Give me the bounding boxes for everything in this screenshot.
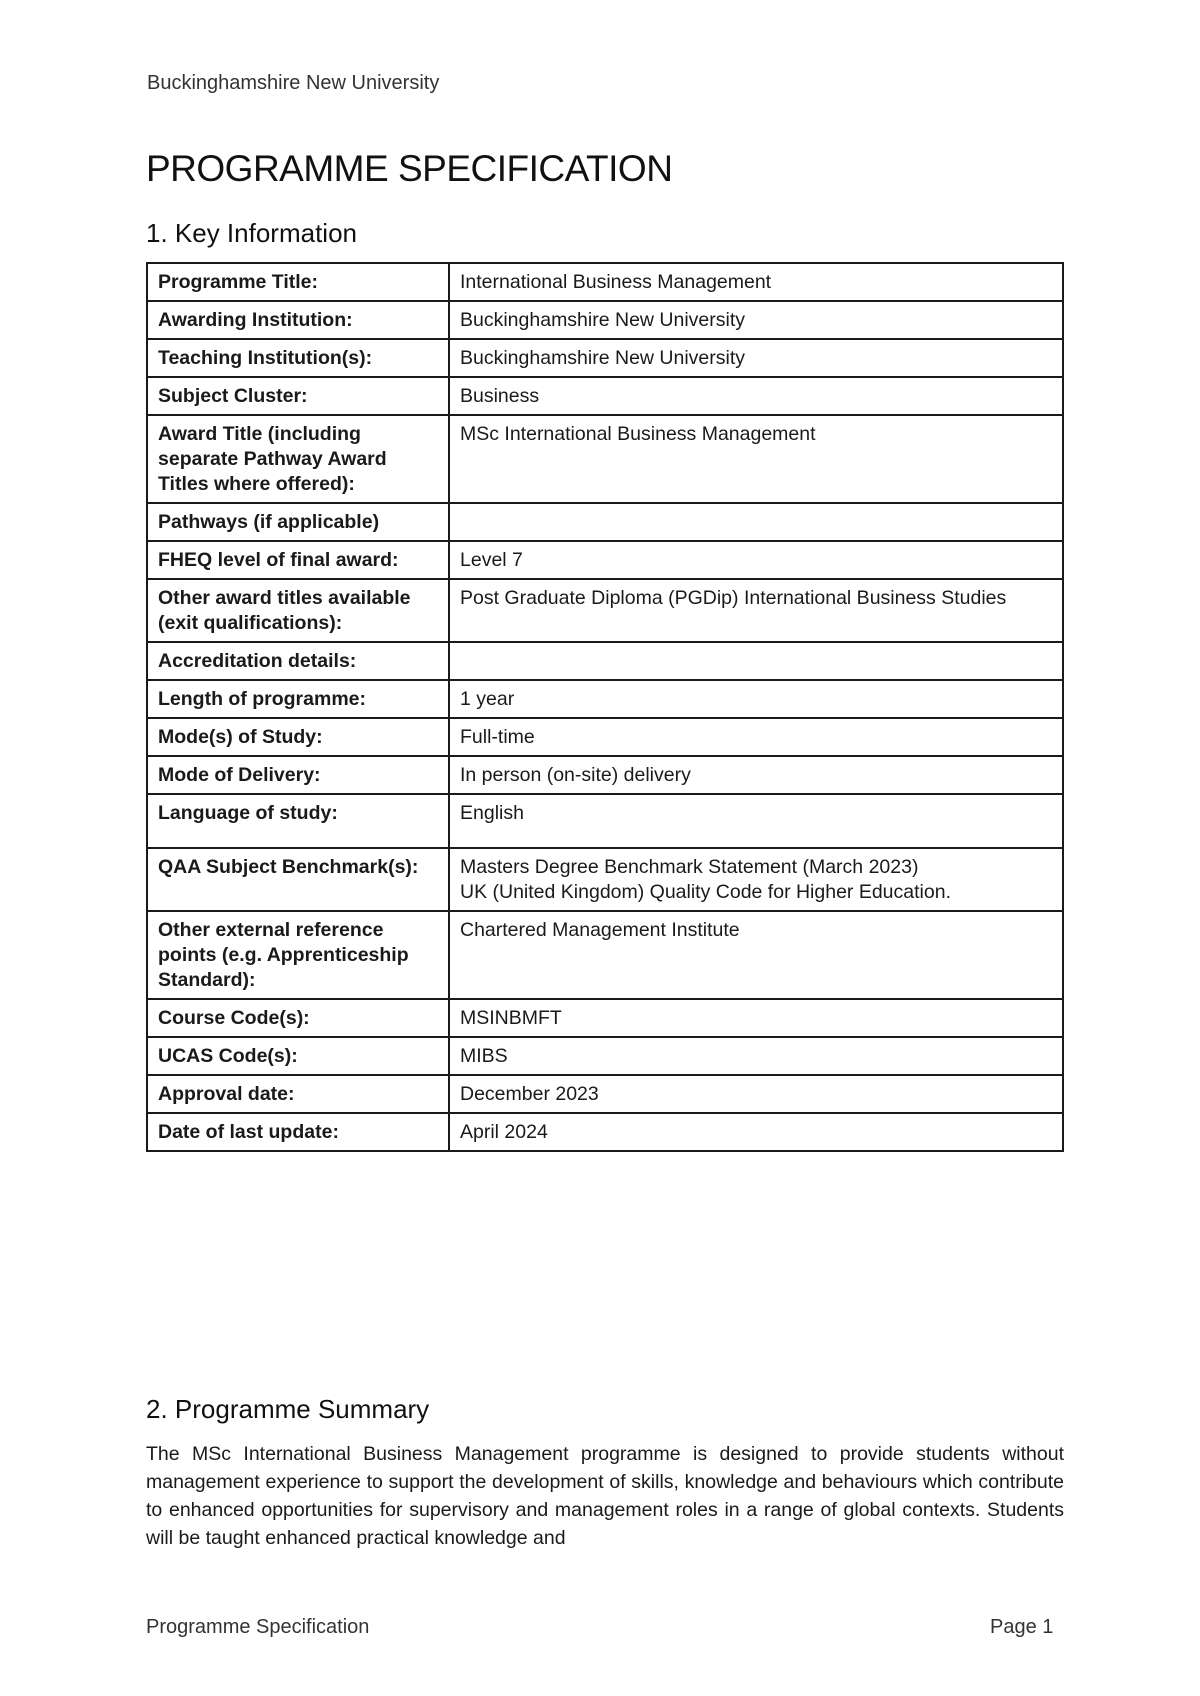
table-row (147, 911, 1063, 999)
table-row (147, 415, 1063, 503)
row-label: Pathways (if applicable) (147, 503, 449, 541)
footer-document-name: Programme Specification (146, 1616, 370, 1638)
row-label: Other external reference points (e.g. Apprenticeship Standard): (147, 911, 449, 999)
document-title: PROGRAMME SPECIFICATION (146, 148, 673, 189)
row-value (449, 848, 1063, 911)
row-value: MIBS (449, 1037, 1063, 1075)
row-value: MSc International Business Management (449, 415, 1063, 503)
row-value: Post Graduate Diploma (PGDip) International Business Studies (449, 579, 1063, 642)
row-value: International Business Management (449, 263, 1063, 301)
row-label: FHEQ level of final award: (147, 541, 449, 579)
row-value: 1 year (449, 680, 1063, 718)
row-value (449, 503, 1063, 541)
table-row (147, 503, 1063, 541)
row-label: Teaching Institution(s): (147, 339, 449, 377)
row-label: Accreditation details: (147, 642, 449, 680)
row-value: Chartered Management Institute (449, 911, 1063, 999)
benchmark-line-2: UK (United Kingdom) Quality Code for Higher Education. (460, 881, 951, 903)
row-value (449, 642, 1063, 680)
table-row (147, 579, 1063, 642)
row-label: Awarding Institution: (147, 301, 449, 339)
row-value: Level 7 (449, 541, 1063, 579)
row-label: Mode(s) of Study: (147, 718, 449, 756)
programme-summary-text: The MSc International Business Management programme is designed to provide students without management experience to support the development of skills, knowledge and behaviours which contribute to enhanced opportunities for supervisory and management roles in a range of global contexts. Students will be taught enhanced practical knowledge and (146, 1443, 1064, 1549)
running-header: Buckinghamshire New University (147, 72, 440, 94)
key-information-table (146, 262, 1064, 1152)
table-row (147, 301, 1063, 339)
benchmark-line-1: Masters Degree Benchmark Statement (March 2023) (460, 856, 919, 878)
table-row (147, 263, 1063, 301)
row-value: English (449, 794, 1063, 848)
row-value: Buckinghamshire New University (449, 301, 1063, 339)
row-label: Mode of Delivery: (147, 756, 449, 794)
row-label: Course Code(s): (147, 999, 449, 1037)
row-label: Other award titles available (exit qualifications): (147, 579, 449, 642)
section-heading-programme-summary: 2. Programme Summary (146, 1394, 430, 1424)
row-value: In person (on-site) delivery (449, 756, 1063, 794)
row-value: Buckinghamshire New University (449, 339, 1063, 377)
table-row (147, 339, 1063, 377)
table-row (147, 848, 1063, 911)
row-value: December 2023 (449, 1075, 1063, 1113)
row-label: Date of last update: (147, 1113, 449, 1151)
section-heading-key-information: 1. Key Information (146, 218, 357, 248)
table-row (147, 999, 1063, 1037)
table-row (147, 1075, 1063, 1113)
table-row (147, 377, 1063, 415)
row-label: Approval date: (147, 1075, 449, 1113)
table-row (147, 794, 1063, 848)
row-value: Full-time (449, 718, 1063, 756)
table-row (147, 642, 1063, 680)
row-label: Language of study: (147, 794, 449, 848)
footer-page-number: Page 1 (990, 1616, 1054, 1638)
row-value: MSINBMFT (449, 999, 1063, 1037)
table-row (147, 1113, 1063, 1151)
table-row (147, 718, 1063, 756)
row-label: UCAS Code(s): (147, 1037, 449, 1075)
table-row (147, 1037, 1063, 1075)
row-value: April 2024 (449, 1113, 1063, 1151)
row-label: QAA Subject Benchmark(s): (147, 848, 449, 911)
row-value: Business (449, 377, 1063, 415)
row-label: Award Title (including separate Pathway Award Titles where offered): (147, 415, 449, 503)
table-row (147, 680, 1063, 718)
table-row (147, 756, 1063, 794)
row-label: Length of programme: (147, 680, 449, 718)
table-row (147, 541, 1063, 579)
row-label: Subject Cluster: (147, 377, 449, 415)
row-label: Programme Title: (147, 263, 449, 301)
